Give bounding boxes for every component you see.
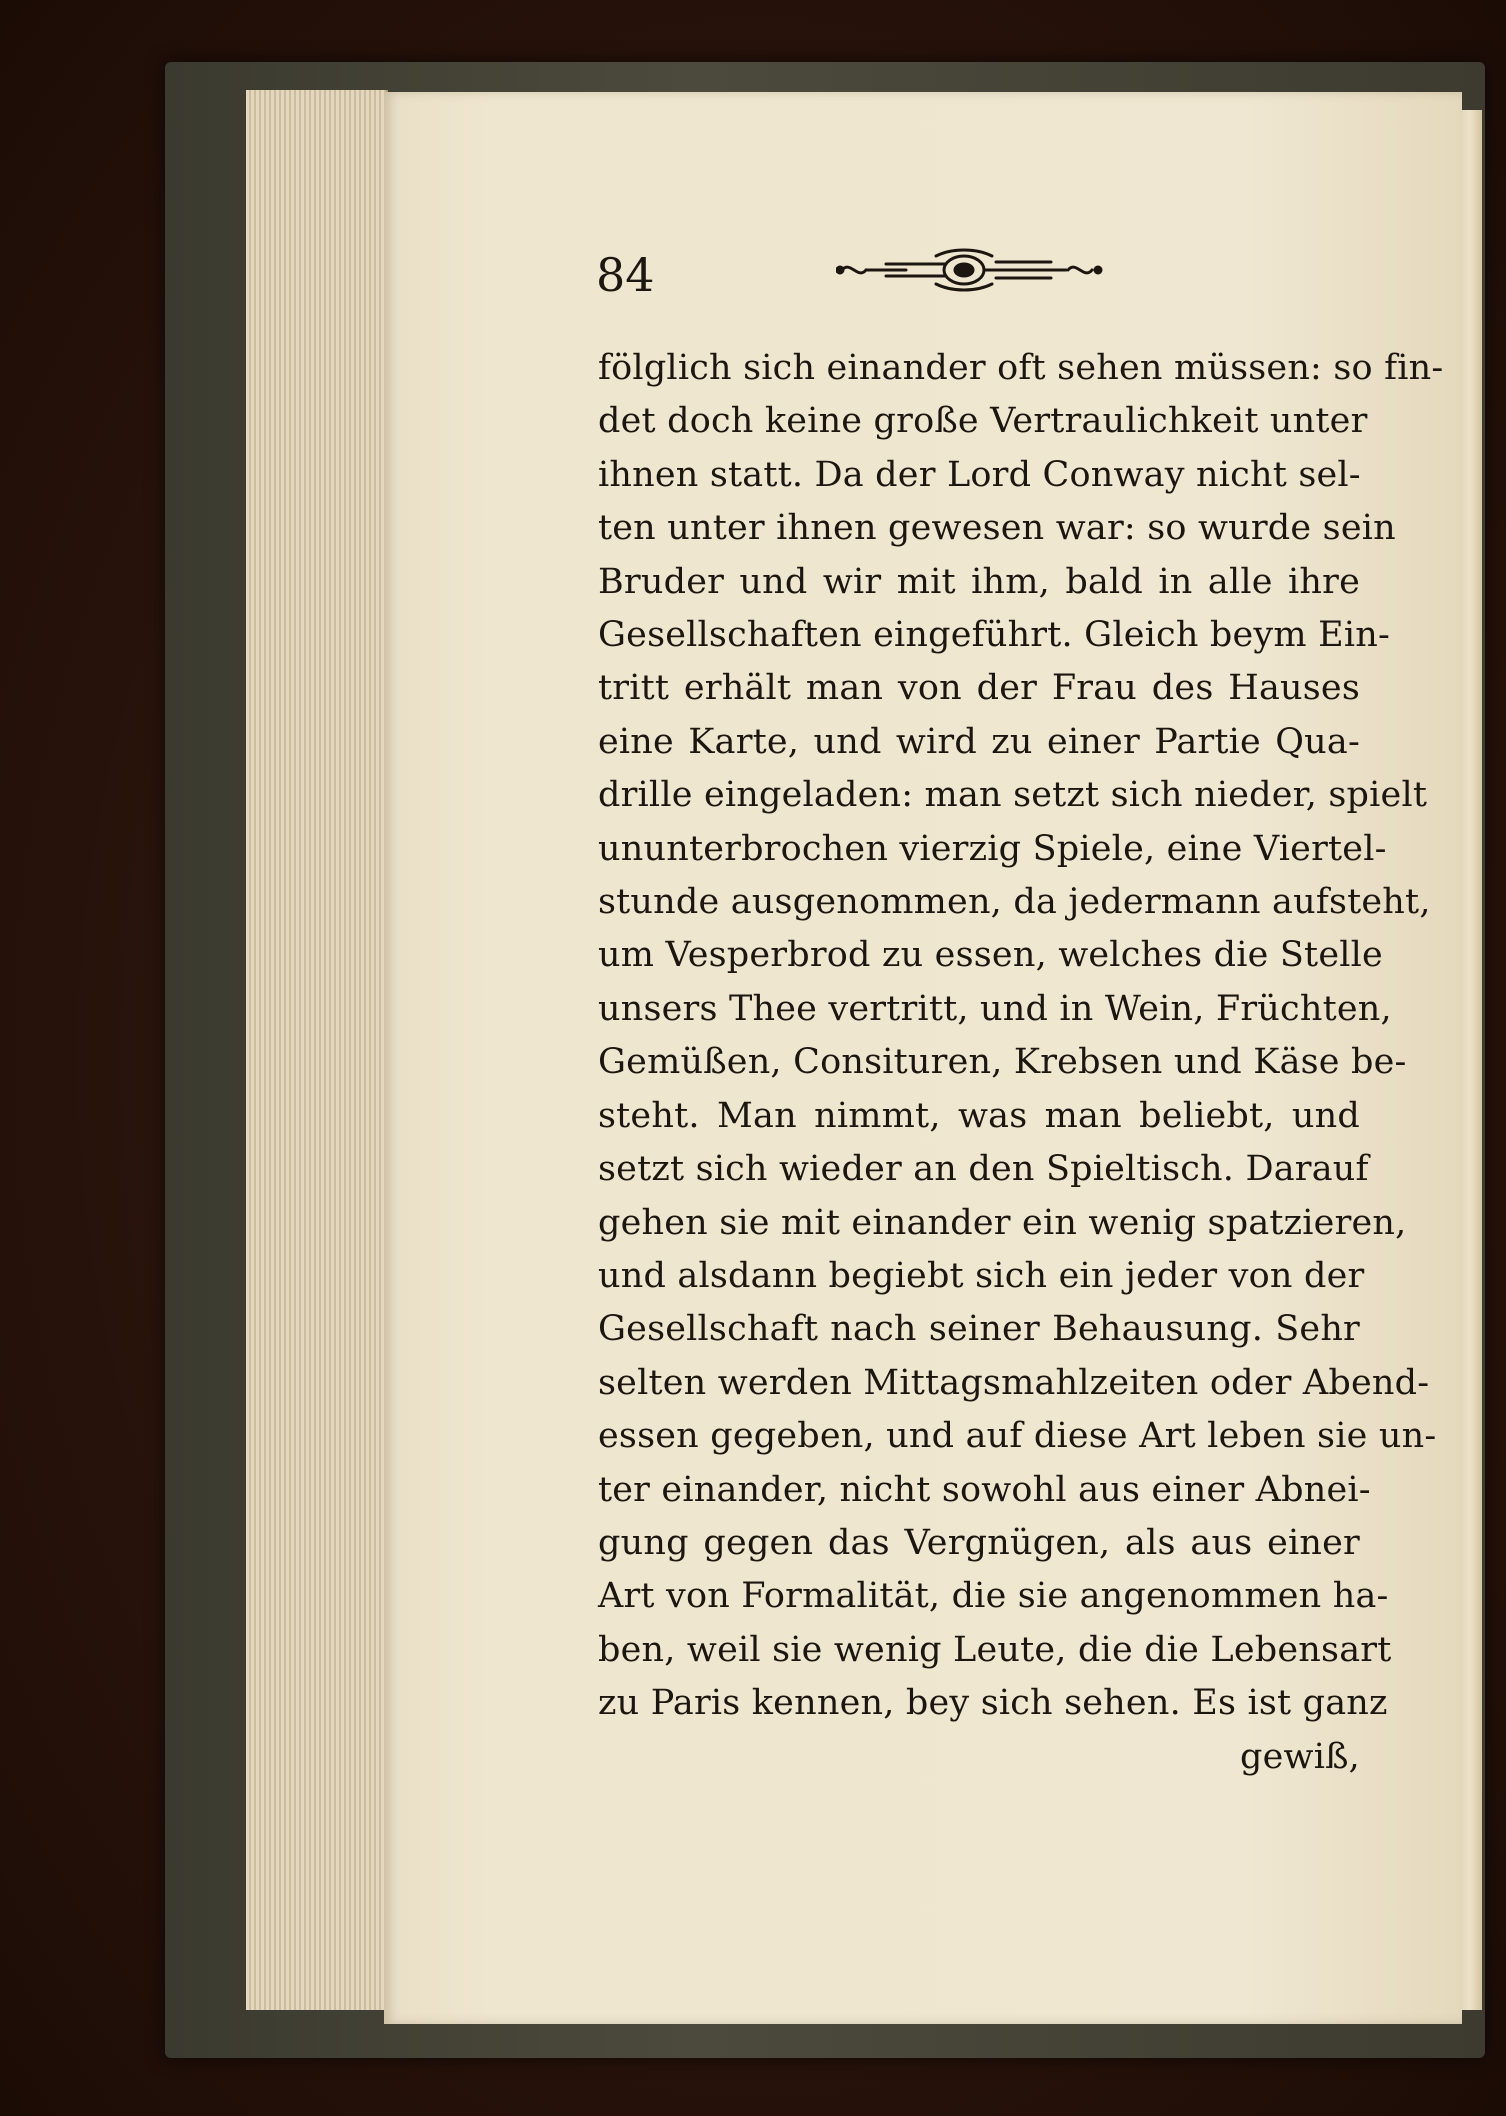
text-line: stunde ausgenommen, da jedermann aufsteht,: [598, 882, 1431, 923]
text-line: Bruder und wir mit ihm, bald in alle ihre: [598, 561, 1360, 602]
text-line: ben, weil sie wenig Leute, die die Lebensart: [598, 1629, 1392, 1670]
text-line: selten werden Mittagsmahlzeiten oder Abend-: [598, 1362, 1430, 1403]
text-line: essen gegeben, und auf diese Art leben sie un-: [598, 1416, 1437, 1457]
text-line: gehen sie mit einander ein wenig spatzieren,: [598, 1202, 1407, 1243]
text-line: gung gegen das Vergnügen, als aus einer: [598, 1522, 1360, 1563]
text-line: eine Karte, und wird zu einer Partie Qua-: [598, 721, 1360, 762]
text-line: tritt erhält man von der Frau des Hauses: [598, 668, 1360, 709]
text-line: Gesellschaft nach seiner Behausung. Sehr: [598, 1309, 1360, 1350]
text-line: unsers Thee vertritt, und in Wein, Früchten,: [598, 988, 1392, 1029]
text-line: setzt sich wieder an den Spieltisch. Darauf: [598, 1149, 1369, 1190]
text-line: und alsdann begiebt sich ein jeder von der: [598, 1255, 1365, 1296]
text-line: ter einander, nicht sowohl aus einer Abnei-: [598, 1469, 1371, 1510]
body-text: [598, 342, 1444, 1784]
text-line: det doch keine große Vertraulichkeit unter: [598, 401, 1368, 442]
text-line: zu Paris kennen, bey sich sehen. Es ist ganz: [598, 1683, 1388, 1724]
text-line: Gemüßen, Consituren, Krebsen und Käse be-: [598, 1042, 1407, 1083]
text-line: Gesellschaften eingeführt. Gleich beym Ein-: [598, 615, 1390, 656]
text-line: drille eingeladen: man setzt sich nieder, spielt: [598, 775, 1428, 816]
text-line: Art von Formalität, die sie angenommen ha-: [598, 1576, 1389, 1617]
text-line: ten unter ihnen gewesen war: so wurde sein: [598, 508, 1396, 549]
text-line: um Vesperbrod zu essen, welches die Stelle: [598, 935, 1383, 976]
catchword: gewiß,: [1240, 1736, 1360, 1777]
text-line: steht. Man nimmt, was man beliebt, und: [598, 1095, 1360, 1136]
text-line: ununterbrochen vierzig Spiele, eine Viertel-: [598, 828, 1387, 869]
page-stack-edges: [246, 90, 388, 2010]
text-line: ihnen statt. Da der Lord Conway nicht sel-: [598, 454, 1361, 495]
headpiece-ornament-icon: [836, 242, 1106, 294]
page-number: 84: [596, 248, 655, 302]
text-line: fölglich sich einander oft sehen müssen: so fin-: [598, 348, 1444, 388]
